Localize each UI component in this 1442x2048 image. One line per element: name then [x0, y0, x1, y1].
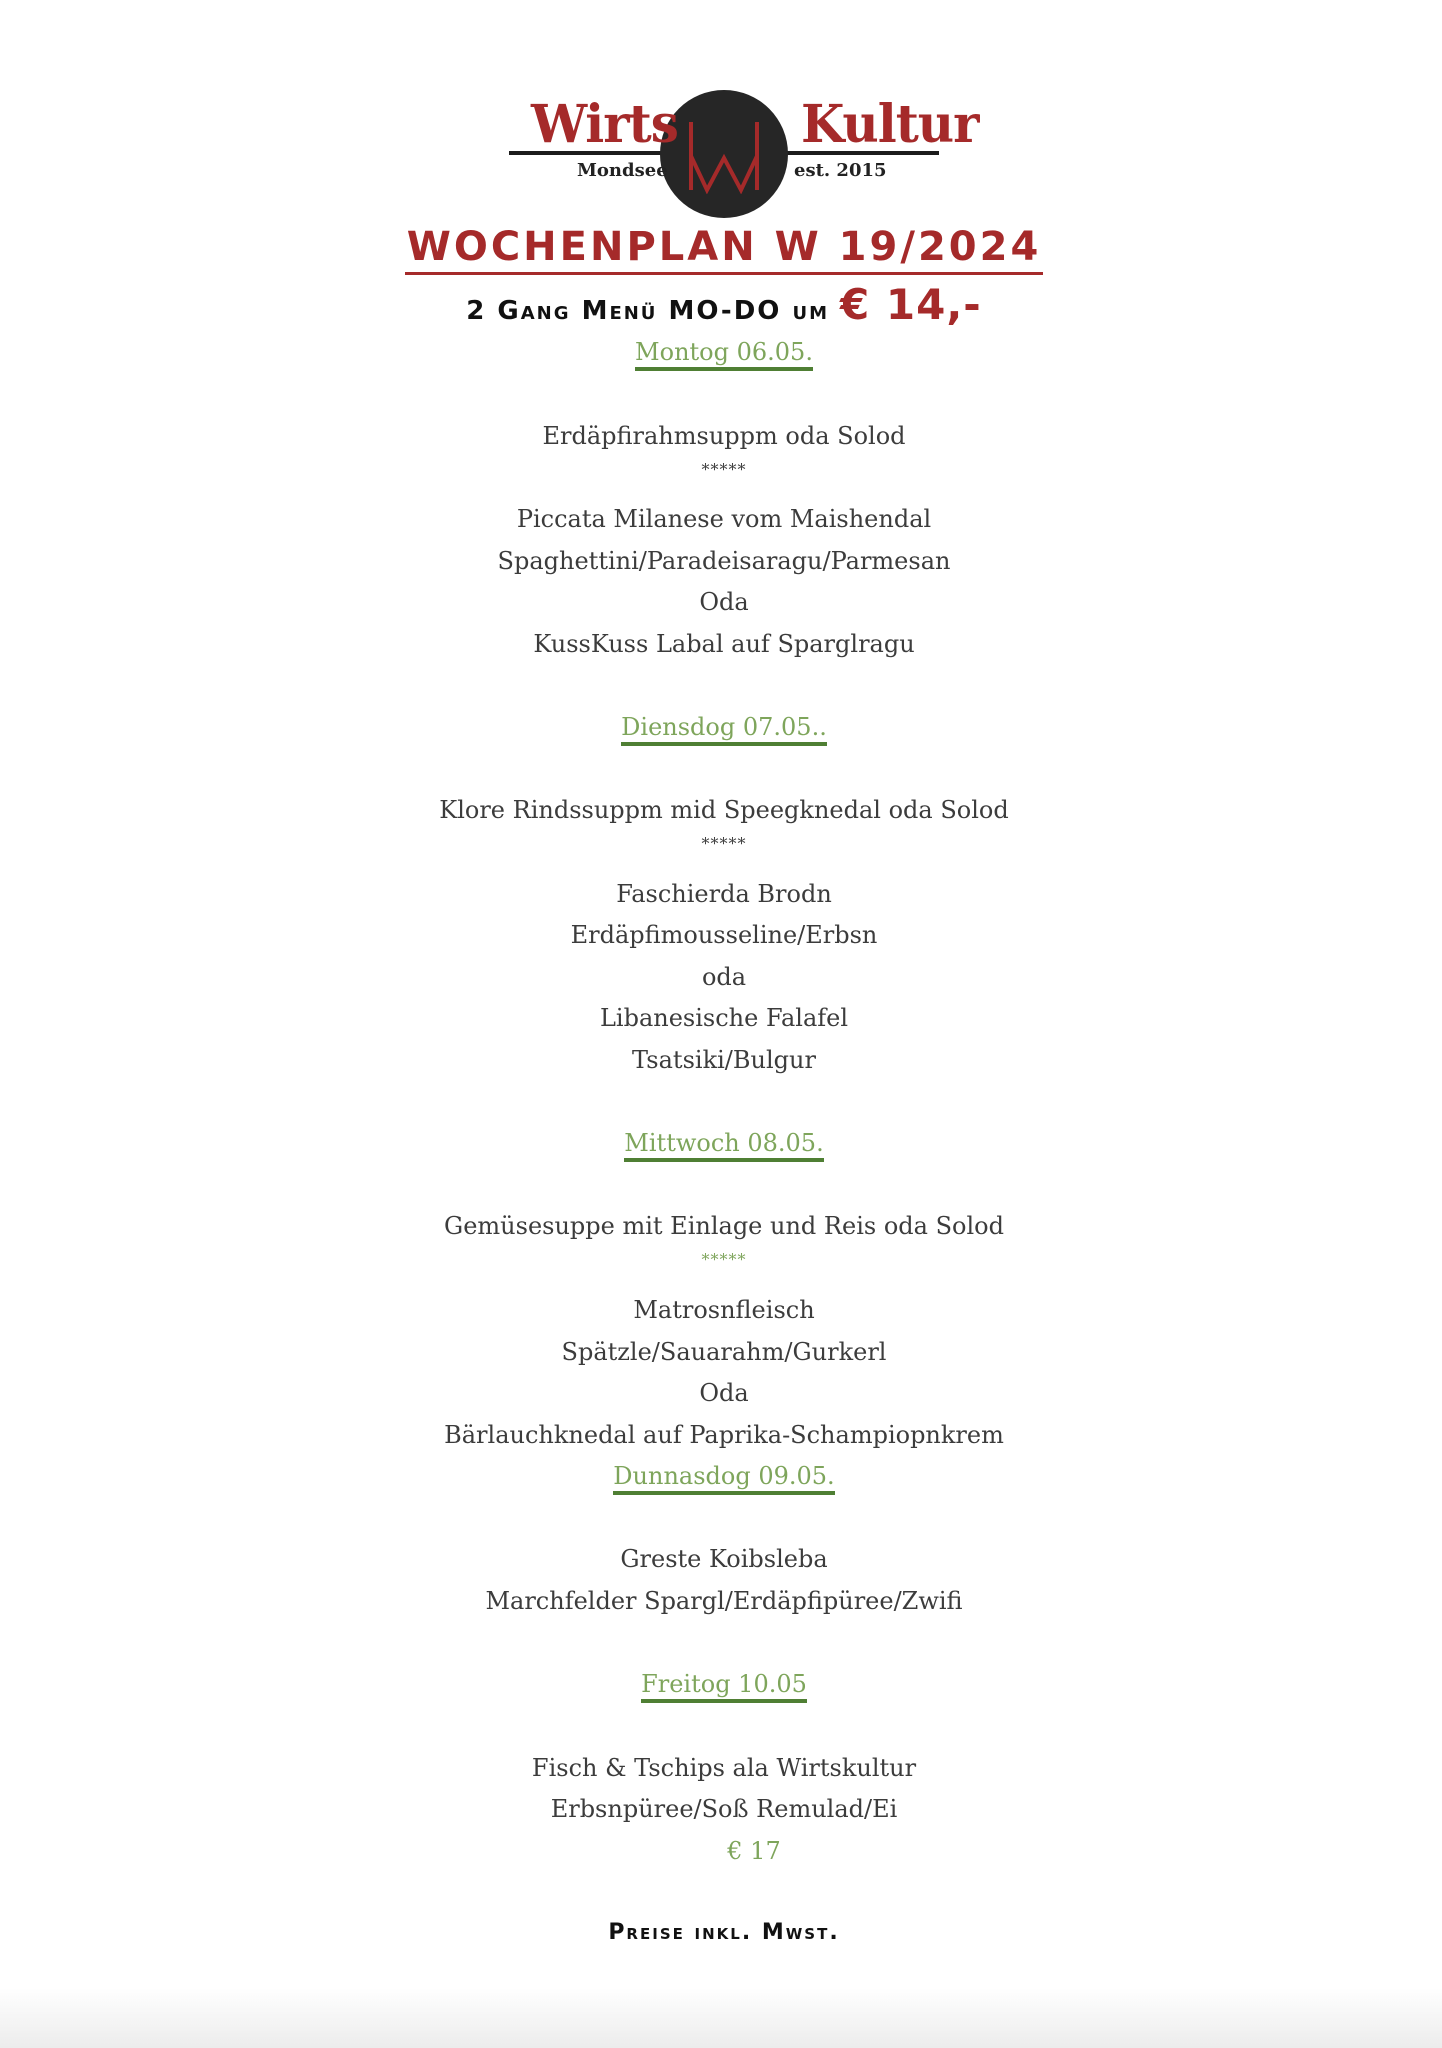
logo-word-kultur: Kultur [801, 92, 979, 155]
menu-line: oda [701, 963, 747, 991]
menu-line: Oda [699, 588, 749, 616]
menu-line: Erbsnpüree/Soß Remulad/Ei [550, 1795, 898, 1823]
menu-line: Matrosnfleisch [633, 1296, 815, 1324]
menu-line: Spaghettini/Paradeisaragu/Parmesan [497, 547, 951, 575]
menu-line: Fisch & Tschips ala Wirtskultur [531, 1754, 917, 1782]
logo-location: Mondsee [577, 160, 668, 181]
menu-line: Marchfelder Spargl/Erdäpfipüree/Zwifi [485, 1587, 963, 1615]
page-bottom-shade [0, 1988, 1442, 2048]
friday-price: € 17 [727, 1837, 781, 1865]
menu-line: Bärlauchknedal auf Paprika-Schampiopnkrem [444, 1421, 1004, 1449]
separator-stars: ***** [701, 460, 747, 479]
menu-line: Faschierda Brodn [616, 880, 832, 908]
menu-line: Klore Rindssuppm mid Speegknedal oda Solod [439, 796, 1009, 824]
menu-line: Erdäpfimousseline/Erbsn [570, 921, 878, 949]
menu-subtitle [0, 280, 1442, 329]
menu-line: Libanesische Falafel [599, 1004, 849, 1032]
logo-word-wirts: Wirts [531, 92, 678, 155]
w-monogram-icon [685, 116, 763, 194]
menu-line: Erdäpfirahmsuppm oda Solod [542, 422, 906, 450]
separator-stars: ***** [701, 1250, 747, 1269]
menu-line: Oda [699, 1379, 749, 1407]
logo [505, 86, 979, 220]
menu-price: € 14,- [840, 280, 982, 329]
separator-stars: ***** [701, 834, 747, 853]
day-heading-tuesday: Diensdog 07.05.. [0, 711, 1442, 743]
menu-line: Piccata Milanese vom Maishendal [516, 505, 932, 533]
menu-line: Tsatsiki/Bulgur [632, 1046, 816, 1074]
menu-subtitle-text: 2 Gang Menü MO-DO um [466, 296, 841, 326]
logo-established: est. 2015 [794, 160, 887, 181]
footer-note: Preise inkl. Mwst. [608, 1920, 840, 1945]
menu-line: KussKuss Labal auf Sparglragu [533, 630, 915, 658]
menu-line: Gemüsesuppe mit Einlage und Reis oda Solod [444, 1212, 1004, 1240]
page-title [0, 224, 1442, 270]
day-heading-thursday: Dunnasdog 09.05. [0, 1460, 1442, 1492]
day-heading-monday: Montog 06.05. [0, 336, 1442, 368]
menu-line: Spätzle/Sauarahm/Gurkerl [561, 1338, 887, 1366]
page-title-text: WOCHENPLAN W 19/2024 [405, 224, 1044, 275]
day-heading-friday: Freitog 10.05 [0, 1668, 1442, 1700]
menu-line: Greste Koibsleba [620, 1545, 828, 1573]
day-heading-wednesday: Mittwoch 08.05. [0, 1127, 1442, 1159]
